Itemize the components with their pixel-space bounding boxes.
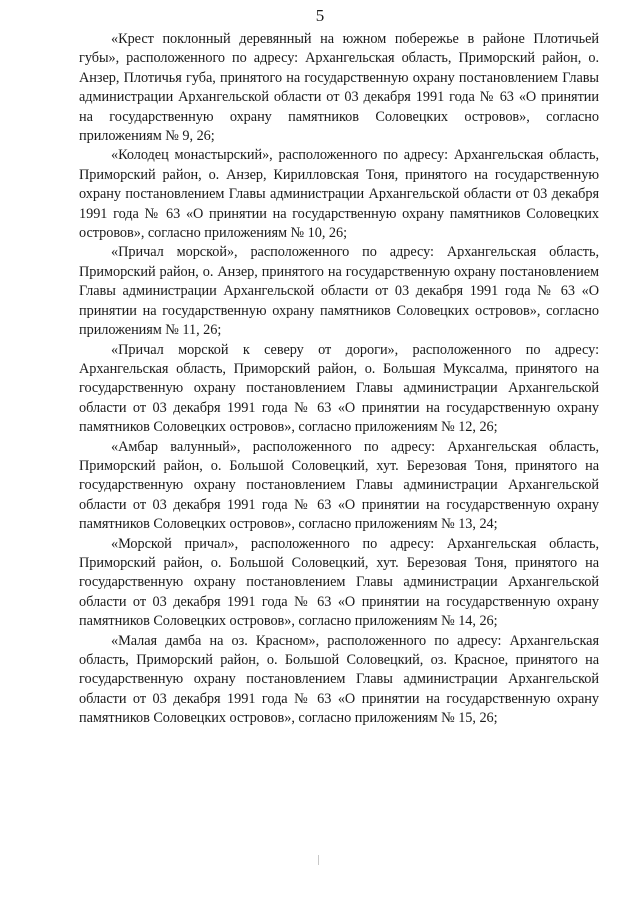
page-number: 5 [315, 6, 325, 25]
paragraph-monument-6: «Морской причал», расположенного по адресу: Архангельская область, Приморский район, о. Большой Соловецкий, хут. Березовая Тоня, принятого на государственную охрану постановлением Главы администрации Архангельской области от 03 декабря 1991 года № 63 «О принятии на государственную охрану памятников Соловецких островов», согласно приложениям № 14, 26; [79, 535, 599, 630]
paragraph-monument-1: «Крест поклонный деревянный на южном побережье в районе Плотичьей губы», расположенного по адресу: Архангельская область, Приморский район, о. Анзер, Плотичья губа, принятого на государственную охрану постановлением Главы администрации Архангельской области от 03 декабря 1991 года № 63 «О принятии на государственную охрану памятников Соловецких островов», согласно приложениям № 9, 26; [79, 31, 599, 145]
document-body [79, 30, 599, 729]
paragraph-monument-7: «Малая дамба на оз. Красном», расположенного по адресу: Архангельская область, Приморский район, о. Большой Соловецкий, оз. Красное, принятого на государственную охрану постановлением Главы администрации Архангельской области от 03 декабря 1991 года № 63 «О принятии на государственную охрану памятников Соловецких островов», согласно приложениям № 15, 26; [79, 632, 599, 727]
paragraph-monument-3: «Причал морской», расположенного по адресу: Архангельская область, Приморский район, о. Анзер, принятого на государственную охрану постановлением Главы администрации Архангельской области от 03 декабря 1991 года № 63 «О принятии на государственную охрану памятников Соловецких островов», согласно приложениям № 11, 26; [79, 244, 599, 339]
paragraph-monument-2: «Колодец монастырский», расположенного по адресу: Архангельская область, Приморский район, о. Анзер, Кирилловская Тоня, принятого на государственную охрану постановлением Главы администрации Архангельской области от 03 декабря 1991 года № 63 «О принятии на государственную охрану памятников Соловецких островов», согласно приложениям № 10, 26; [79, 147, 599, 242]
scan-artifact-mark [318, 855, 319, 865]
paragraph-monument-4: «Причал морской к северу от дороги», расположенного по адресу: Архангельская область, Приморский район, о. Большая Муксалма, принятого на государственную охрану постановлением Главы администрации Архангельской области от 03 декабря 1991 года № 63 «О принятии на государственную охрану памятников Соловецких островов», согласно приложениям № 12, 26; [79, 341, 599, 436]
paragraph-monument-5: «Амбар валунный», расположенного по адресу: Архангельская область, Приморский район, о. Большой Соловецкий, хут. Березовая Тоня, принятого на государственную охрану постановлением Главы администрации Архангельской области от 03 декабря 1991 года № 63 «О принятии на государственную охрану памятников Соловецких островов», согласно приложениям № 13, 24; [79, 438, 599, 533]
